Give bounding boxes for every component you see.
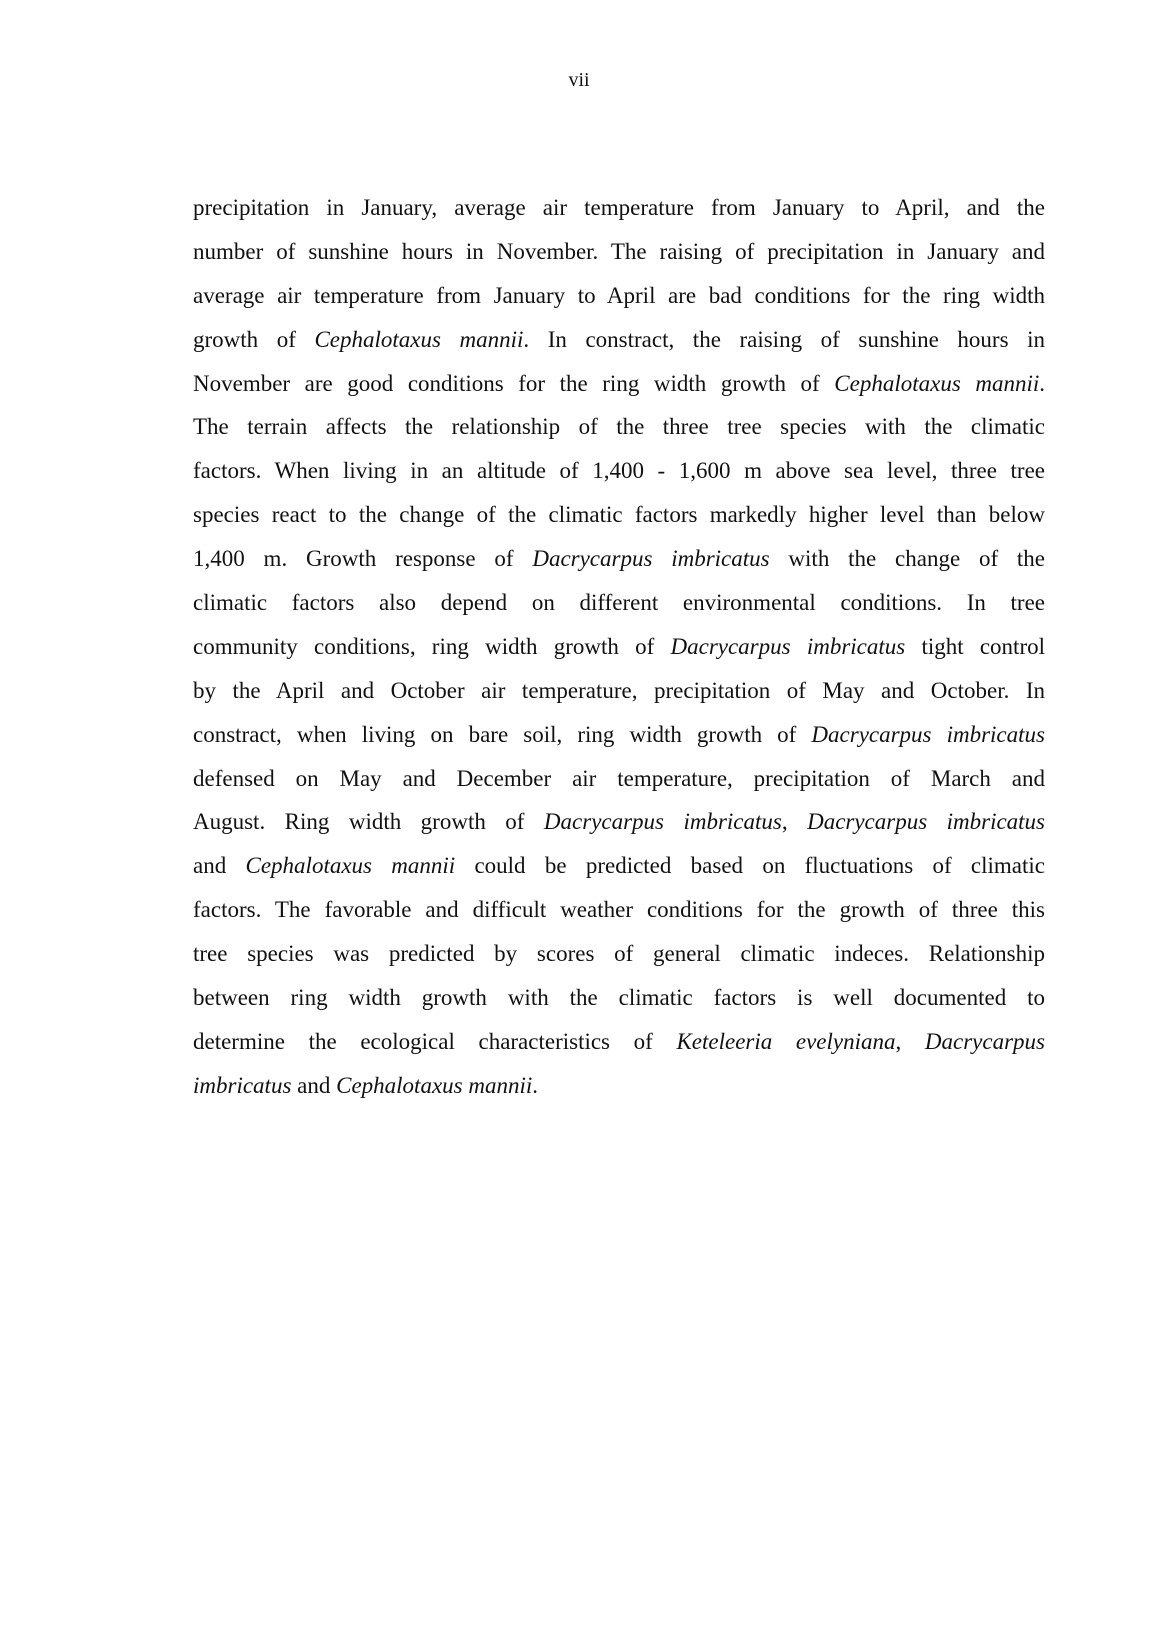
species-name: Dacrycarpus — [924, 1028, 1045, 1054]
text-segment: by the April and October air temperature, precipitation of May and October. In — [193, 677, 1045, 703]
text-line — [193, 713, 1045, 757]
species-name: Dacrycarpus imbricatus — [532, 546, 770, 572]
text-segment: tight control — [905, 633, 1045, 659]
text-line — [193, 1020, 1045, 1064]
species-name: Dacrycarpus imbricatus — [807, 809, 1046, 835]
text-line — [193, 274, 1045, 318]
species-name: Dacrycarpus imbricatus — [670, 633, 906, 659]
species-name: Cephalotaxus mannii — [834, 370, 1040, 396]
text-line — [193, 537, 1045, 581]
text-segment: average air temperature from January to April are bad conditions for the ring width — [193, 282, 1045, 308]
abstract-paragraph — [193, 186, 1045, 1108]
text-segment: factors. The favorable and difficult weather conditions for the growth of three this — [193, 897, 1045, 923]
text-segment: The terrain affects the relationship of the three tree species with the climatic — [193, 414, 1045, 440]
text-line — [193, 230, 1045, 274]
text-line — [193, 581, 1045, 625]
text-line — [193, 757, 1045, 801]
text-line — [193, 844, 1045, 888]
text-line — [193, 318, 1045, 362]
text-segment: constract, when living on bare soil, ring width growth of — [193, 721, 812, 747]
text-segment: number of sunshine hours in November. The raising of precipitation in January and — [193, 238, 1045, 264]
text-segment: tree species was predicted by scores of general climatic indeces. Relationship — [193, 941, 1045, 967]
text-segment: species react to the change of the climatic factors markedly higher level than below — [193, 502, 1045, 528]
text-segment: community conditions, ring width growth of — [193, 633, 671, 659]
text-line — [193, 888, 1045, 932]
text-line — [193, 362, 1045, 406]
text-line — [193, 976, 1045, 1020]
text-segment: precipitation in January, average air temperature from January to April, and the — [193, 195, 1045, 220]
text-segment: , — [895, 1028, 925, 1054]
text-segment: climatic factors also depend on different environmental conditions. In tree — [193, 590, 1045, 616]
text-segment: could be predicted based on fluctuations of climatic — [455, 853, 1045, 879]
text-segment: determine the ecological characteristics of — [193, 1028, 677, 1054]
text-line — [193, 669, 1045, 713]
text-line — [193, 625, 1045, 669]
text-line — [193, 405, 1045, 449]
text-line — [193, 1064, 1045, 1108]
species-name: Dacrycarpus imbricatus — [811, 721, 1045, 747]
text-segment: . — [532, 1072, 538, 1098]
species-name: Cephalotaxus mannii — [336, 1072, 533, 1098]
text-segment: . — [1039, 370, 1045, 396]
text-segment: defensed on May and December air temperature, precipitation of March and — [193, 765, 1045, 791]
text-segment: and — [193, 853, 246, 879]
text-line — [193, 449, 1045, 493]
text-segment: with the change of the — [769, 546, 1046, 572]
text-segment: 1,400 m. Growth response of — [193, 546, 533, 572]
species-name: Cephalotaxus mannii — [245, 853, 456, 879]
text-segment: November are good conditions for the ring width growth of — [193, 370, 835, 396]
text-line — [193, 186, 1045, 230]
species-name: Dacrycarpus imbricatus — [543, 809, 782, 835]
text-segment: . In constract, the raising of sunshine hours in — [523, 326, 1045, 352]
text-segment: August. Ring width growth of — [193, 809, 544, 835]
species-name: imbricatus — [193, 1072, 292, 1098]
species-name: Cephalotaxus mannii — [314, 326, 524, 352]
species-name: Keteleeria evelyniana — [676, 1028, 896, 1054]
text-segment: growth of — [193, 326, 315, 352]
page-number: vii — [568, 69, 590, 91]
text-line — [193, 493, 1045, 537]
text-segment: , — [781, 809, 808, 835]
text-line — [193, 932, 1045, 976]
text-segment: between ring width growth with the climatic factors is well documented to — [193, 985, 1045, 1011]
text-segment: and — [291, 1072, 337, 1098]
text-segment: factors. When living in an altitude of 1,400 - 1,600 m above sea level, three tree — [193, 458, 1045, 484]
text-line — [193, 800, 1045, 844]
